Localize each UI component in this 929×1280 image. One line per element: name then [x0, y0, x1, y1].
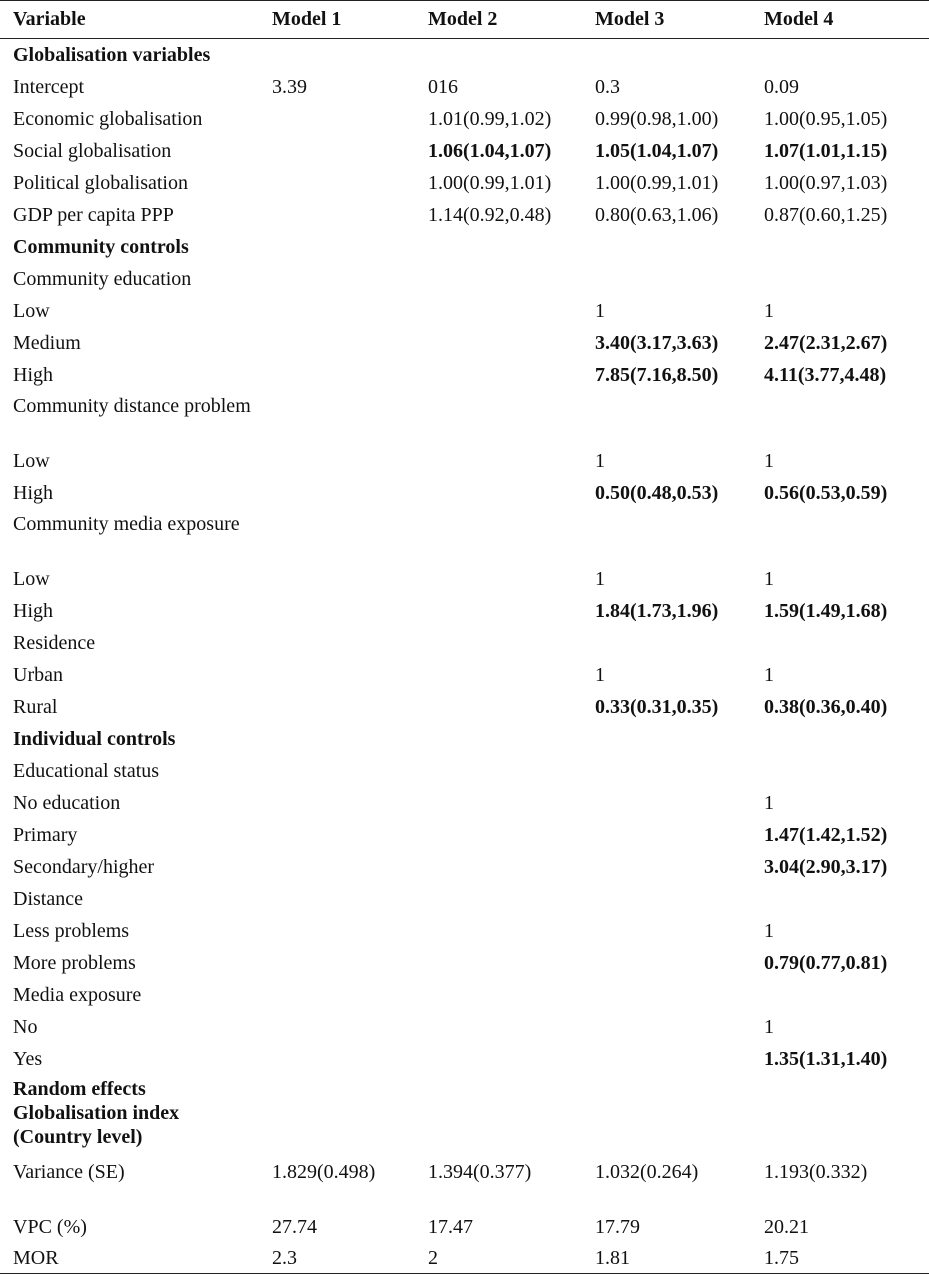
model-1-cell: [258, 477, 414, 509]
model-3-cell: [581, 231, 750, 263]
table-row: [0, 71, 929, 103]
section-header-row: [0, 231, 929, 263]
model-1-cell: [258, 851, 414, 883]
variable-cell: Variance (SE): [13, 1161, 125, 1183]
table-row: [0, 627, 929, 659]
variable-cell: Educational status: [13, 760, 160, 782]
model-1-cell: [258, 1011, 414, 1043]
variable-cell: Less problems: [13, 920, 130, 942]
model-1-cell: [258, 595, 414, 627]
section-title: Globalisation variables: [13, 44, 211, 66]
model-3-cell: 1: [595, 300, 605, 322]
model-1-cell: [258, 103, 414, 135]
model-3-cell: [581, 509, 750, 563]
model-2-cell: [414, 1075, 581, 1155]
variable-cell: MOR: [0, 1243, 258, 1274]
model-3-cell: 1.84(1.73,1.96): [595, 600, 719, 622]
model-3-cell: [581, 755, 750, 787]
model-4-cell: [750, 1075, 929, 1155]
model-2-cell: [414, 947, 581, 979]
model-2-cell: 1.14(0.92,0.48): [428, 204, 552, 226]
variable-cell: GDP per capita PPP: [13, 204, 174, 226]
table-row: [0, 477, 929, 509]
variable-cell: High: [13, 600, 53, 622]
model-1-cell: [258, 199, 414, 231]
variable-cell: Medium: [13, 332, 81, 354]
variable-cell: Urban: [13, 664, 63, 686]
model-3-cell: [581, 1043, 750, 1075]
model-2-cell: [414, 755, 581, 787]
model-3-cell: [581, 1011, 750, 1043]
model-4-cell: [750, 231, 929, 263]
model-3-cell: 1.00(0.99,1.01): [595, 172, 719, 194]
model-1-cell: [258, 915, 414, 947]
model-3-cell: 1: [595, 450, 605, 472]
model-1-cell: [258, 947, 414, 979]
model-1-cell: [258, 295, 414, 327]
table-header: [0, 1, 929, 39]
model-2-cell: 1.06(1.04,1.07): [428, 140, 552, 162]
model-1-cell: [258, 627, 414, 659]
model-4-cell: 0.87(0.60,1.25): [764, 204, 888, 226]
model-2-cell: 2: [414, 1243, 581, 1274]
model-1-cell: 2.3: [258, 1243, 414, 1274]
model-4-cell: 1.07(1.01,1.15): [764, 140, 888, 162]
section-title: Random effects Globalisation index (Country level): [13, 1078, 180, 1148]
header-model-4: Model 4: [750, 1, 929, 39]
model-3-cell: [581, 883, 750, 915]
table-row: [0, 1011, 929, 1043]
model-4-cell: 1.193(0.332): [764, 1161, 868, 1183]
variable-cell: Primary: [13, 824, 78, 846]
model-2-cell: [414, 295, 581, 327]
model-1-cell: [258, 445, 414, 477]
model-1-cell: [258, 509, 414, 563]
model-3-cell: [581, 915, 750, 947]
table-row: [0, 787, 929, 819]
model-4-cell: 4.11(3.77,4.48): [764, 364, 887, 386]
model-3-cell: [581, 627, 750, 659]
variable-cell: Media exposure: [13, 984, 142, 1006]
model-2-cell: [414, 231, 581, 263]
model-4-cell: [750, 391, 929, 445]
model-2-cell: [414, 477, 581, 509]
model-1-cell: 1.829(0.498): [272, 1161, 376, 1183]
model-2-cell: [414, 39, 581, 72]
model-4-cell: [750, 883, 929, 915]
model-2-cell: [414, 563, 581, 595]
model-3-cell: [581, 263, 750, 295]
model-4-cell: [750, 627, 929, 659]
model-2-cell: [414, 1043, 581, 1075]
table-row: [0, 851, 929, 883]
model-3-cell: [581, 723, 750, 755]
table-row: [0, 979, 929, 1011]
model-4-cell: 1: [764, 664, 774, 686]
variable-cell: Social globalisation: [13, 140, 172, 162]
model-3-cell: 7.85(7.16,8.50): [595, 364, 719, 386]
table-row: [0, 263, 929, 295]
variable-cell: Community education: [13, 268, 192, 290]
header-model-1: Model 1: [258, 1, 414, 39]
model-1-cell: [258, 659, 414, 691]
table-row: [0, 1043, 929, 1075]
model-2-cell: 17.47: [428, 1216, 473, 1238]
model-3-cell: [581, 851, 750, 883]
model-4-cell: 1.00(0.97,1.03): [764, 172, 888, 194]
model-2-cell: [414, 979, 581, 1011]
variable-cell: High: [13, 364, 53, 386]
model-1-cell: 3.39: [272, 76, 307, 98]
model-2-cell: [414, 819, 581, 851]
model-1-cell: [258, 979, 414, 1011]
table-row: [0, 1243, 929, 1274]
model-2-cell: [414, 659, 581, 691]
model-1-cell: [258, 755, 414, 787]
model-4-cell: [750, 755, 929, 787]
model-4-cell: 2.47(2.31,2.67): [764, 332, 888, 354]
variable-cell: More problems: [13, 952, 136, 974]
variable-cell: Intercept: [13, 76, 85, 98]
model-1-cell: [258, 691, 414, 723]
variable-cell: Low: [13, 450, 50, 472]
model-4-cell: 1: [764, 1016, 774, 1038]
table-row: [0, 135, 929, 167]
model-2-cell: [414, 915, 581, 947]
variable-cell: Community media exposure: [13, 513, 240, 535]
table-row: [0, 595, 929, 627]
model-2-cell: [414, 359, 581, 391]
model-3-cell: 0.3: [595, 76, 620, 98]
model-1-cell: [258, 135, 414, 167]
model-3-cell: 0.99(0.98,1.00): [595, 108, 719, 130]
model-4-cell: 0.09: [764, 76, 799, 98]
table-row: [0, 199, 929, 231]
model-4-cell: 1: [764, 920, 774, 942]
model-1-cell: [258, 391, 414, 445]
header-row: [0, 1, 929, 39]
model-4-cell: [750, 263, 929, 295]
model-2-cell: [414, 1011, 581, 1043]
model-1-cell: [258, 819, 414, 851]
table-row: [0, 327, 929, 359]
model-4-cell: 1: [764, 568, 774, 590]
table-row: [0, 359, 929, 391]
model-4-cell: 0.38(0.36,0.40): [764, 696, 888, 718]
model-2-cell: 016: [428, 76, 458, 98]
table-row: [0, 391, 929, 445]
model-3-cell: 3.40(3.17,3.63): [595, 332, 719, 354]
variable-cell: Low: [13, 568, 50, 590]
model-1-cell: [258, 723, 414, 755]
model-1-cell: [258, 231, 414, 263]
table-body: [0, 39, 929, 1274]
model-1-cell: [258, 39, 414, 72]
model-1-cell: [258, 1043, 414, 1075]
model-3-cell: [581, 1075, 750, 1155]
model-4-cell: 1: [764, 792, 774, 814]
table-row: [0, 947, 929, 979]
model-1-cell: [258, 167, 414, 199]
table-row: [0, 167, 929, 199]
model-4-cell: 20.21: [764, 1216, 809, 1238]
model-1-cell: [258, 787, 414, 819]
model-1-cell: 27.74: [272, 1216, 317, 1238]
model-2-cell: 1.00(0.99,1.01): [428, 172, 552, 194]
variable-cell: Community distance problem: [13, 395, 251, 417]
model-4-cell: 3.04(2.90,3.17): [764, 856, 888, 878]
model-3-cell: 1.032(0.264): [595, 1161, 699, 1183]
model-3-cell: 1.05(1.04,1.07): [595, 140, 719, 162]
model-4-cell: 1.00(0.95,1.05): [764, 108, 888, 130]
model-4-cell: [750, 39, 929, 72]
model-3-cell: 0.33(0.31,0.35): [595, 696, 719, 718]
model-2-cell: 1.01(0.99,1.02): [428, 108, 552, 130]
model-2-cell: [414, 263, 581, 295]
table-row: [0, 509, 929, 563]
table-row: [0, 1211, 929, 1243]
variable-cell: Residence: [13, 632, 96, 654]
table-row: [0, 1155, 929, 1211]
model-3-cell: [581, 391, 750, 445]
table-row: [0, 295, 929, 327]
model-3-cell: [581, 787, 750, 819]
model-2-cell: [414, 595, 581, 627]
model-3-cell: [581, 39, 750, 72]
variable-cell: No: [13, 1016, 38, 1038]
model-2-cell: [414, 327, 581, 359]
model-3-cell: 17.79: [595, 1216, 640, 1238]
table-row: [0, 883, 929, 915]
model-4-cell: [750, 509, 929, 563]
model-1-cell: [258, 263, 414, 295]
variable-cell: VPC (%): [13, 1216, 87, 1238]
section-header-row: [0, 723, 929, 755]
model-3-cell: 1: [595, 568, 605, 590]
variable-cell: Low: [13, 300, 50, 322]
model-1-cell: [258, 359, 414, 391]
model-2-cell: [414, 851, 581, 883]
table-row: [0, 755, 929, 787]
model-4-cell: 0.56(0.53,0.59): [764, 482, 888, 504]
model-3-cell: [581, 819, 750, 851]
table-row: [0, 445, 929, 477]
variable-cell: Yes: [13, 1048, 43, 1070]
header-model-2: Model 2: [414, 1, 581, 39]
model-4-cell: [750, 723, 929, 755]
model-4-cell: [750, 979, 929, 1011]
variable-cell: No education: [13, 792, 121, 814]
model-4-cell: 1.35(1.31,1.40): [764, 1048, 888, 1070]
model-1-cell: [258, 1075, 414, 1155]
model-4-cell: 1.47(1.42,1.52): [764, 824, 888, 846]
model-1-cell: [258, 327, 414, 359]
variable-cell: High: [13, 482, 53, 504]
model-4-cell: 1.59(1.49,1.68): [764, 600, 888, 622]
table-row: [0, 915, 929, 947]
header-model-3: Model 3: [581, 1, 750, 39]
model-2-cell: [414, 509, 581, 563]
table-row: [0, 659, 929, 691]
model-2-cell: [414, 883, 581, 915]
model-3-cell: 0.50(0.48,0.53): [595, 482, 719, 504]
model-2-cell: [414, 787, 581, 819]
table-row: [0, 691, 929, 723]
model-2-cell: [414, 445, 581, 477]
variable-cell: Political globalisation: [13, 172, 188, 194]
model-2-cell: 1.394(0.377): [428, 1161, 532, 1183]
section-header-row: [0, 39, 929, 72]
section-title: Individual controls: [13, 728, 176, 750]
table-row: [0, 819, 929, 851]
model-2-cell: [414, 723, 581, 755]
section-header-row: [0, 1075, 929, 1155]
variable-cell: Rural: [13, 696, 58, 718]
model-1-cell: [258, 883, 414, 915]
model-3-cell: [581, 947, 750, 979]
model-3-cell: 1.81: [581, 1243, 750, 1274]
model-4-cell: 1: [764, 450, 774, 472]
model-2-cell: [414, 691, 581, 723]
variable-cell: Economic globalisation: [13, 108, 203, 130]
model-1-cell: [258, 563, 414, 595]
table-row: [0, 563, 929, 595]
model-4-cell: 1: [764, 300, 774, 322]
model-4-cell: 0.79(0.77,0.81): [764, 952, 888, 974]
model-2-cell: [414, 391, 581, 445]
table-row: [0, 103, 929, 135]
variable-cell: Distance: [13, 888, 83, 910]
model-3-cell: [581, 979, 750, 1011]
model-2-cell: [414, 627, 581, 659]
model-3-cell: 1: [595, 664, 605, 686]
header-variable: Variable: [0, 1, 258, 39]
section-title: Community controls: [13, 236, 189, 258]
model-3-cell: 0.80(0.63,1.06): [595, 204, 719, 226]
model-4-cell: 1.75: [750, 1243, 929, 1274]
variable-cell: Secondary/higher: [13, 856, 155, 878]
